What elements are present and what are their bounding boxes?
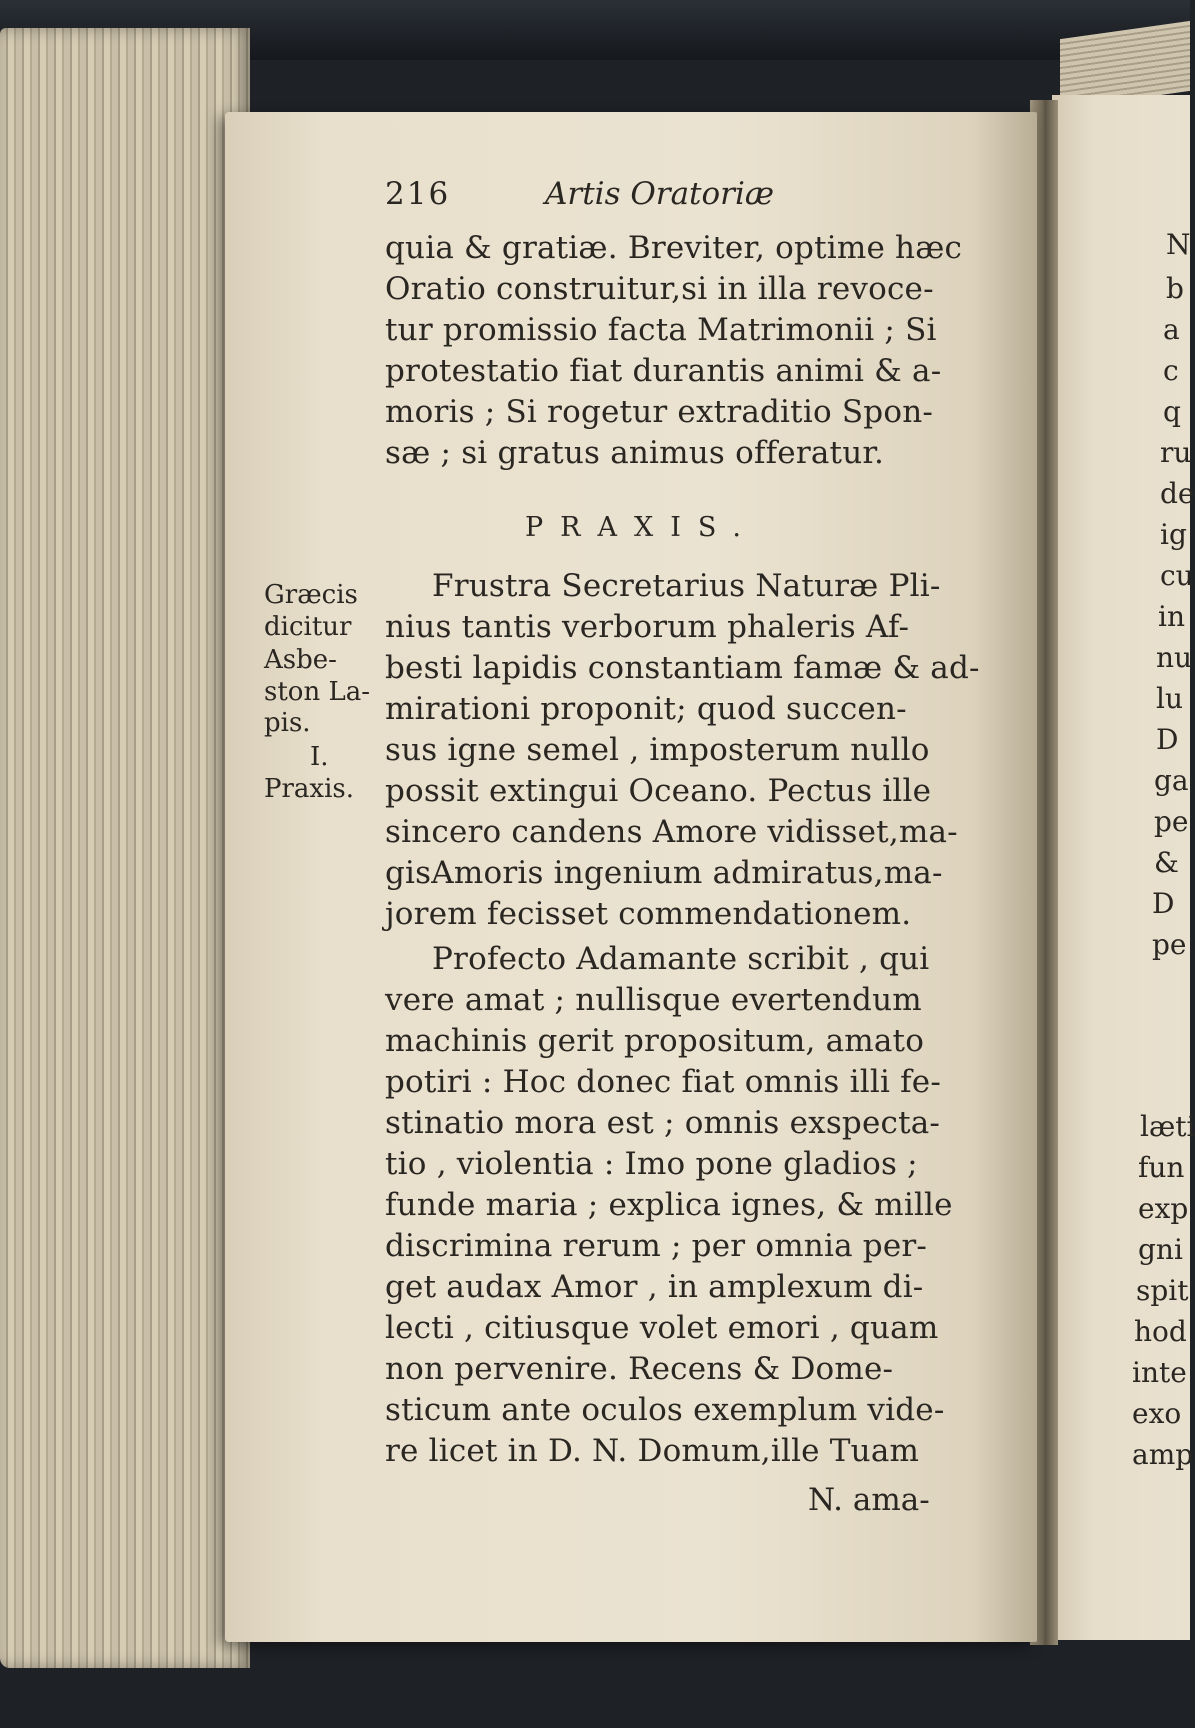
margin-note: dicitur (264, 612, 352, 642)
running-title: Artis Oratoriæ (545, 176, 775, 212)
text-line: Frustra Secretarius Naturæ Pli- (432, 568, 941, 604)
text-line: stinatio mora est ; omnis exspecta- (385, 1105, 941, 1141)
text-line: nius tantis verborum phaleris Af- (385, 609, 910, 645)
fragment: læti (1140, 1110, 1195, 1143)
fragment: pe (1152, 928, 1187, 961)
text-line: Oratio construitur,si in illa revoce- (385, 271, 934, 307)
margin-note: Praxis. (264, 774, 355, 804)
fragment: D (1152, 887, 1175, 920)
fragment: D (1156, 723, 1179, 756)
fragment: spit (1136, 1274, 1189, 1307)
margin-note: Græcis (264, 580, 358, 610)
text-line: mirationi proponit; quod succen- (385, 691, 907, 727)
text-line: sincero candens Amore vidisset,ma- (385, 814, 958, 850)
fragment: q (1163, 395, 1181, 428)
fragment: ga (1154, 764, 1189, 797)
fragment: pe (1154, 805, 1189, 838)
text-line: sæ ; si gratus animus offeratur. (385, 435, 885, 471)
fragment: fun (1138, 1151, 1185, 1184)
text-line: jorem fecisset commendationem. (385, 896, 912, 932)
fragment: ig (1160, 518, 1187, 551)
fragment: gni (1138, 1233, 1183, 1266)
margin-note: ston La- (264, 677, 371, 707)
text-line: possit extingui Oceano. Pectus ille (385, 773, 932, 809)
page-header (385, 176, 905, 216)
text-line: moris ; Si rogetur extraditio Spon- (385, 394, 934, 430)
text-line: sus igne semel , imposterum nullo (385, 732, 930, 768)
fragment: inte (1132, 1356, 1187, 1389)
fragment: exo (1132, 1397, 1182, 1430)
text-line: Profecto Adamante scribit , qui (432, 941, 930, 977)
text-line: machinis gerit propositum, amato (385, 1023, 925, 1059)
fragment: amp (1132, 1438, 1194, 1471)
margin-note: Asbe- (264, 645, 337, 675)
text-line: discrimina rerum ; per omnia per- (385, 1228, 928, 1264)
fragment: ru (1160, 436, 1192, 469)
text-line: gisAmoris ingenium admiratus,ma- (385, 855, 943, 891)
text-line: protestatio fiat durantis animi & a- (385, 353, 942, 389)
text-line: lecti , citiusque volet emori , quam (385, 1310, 939, 1346)
fragment: hod (1134, 1315, 1187, 1348)
fragment: b (1166, 272, 1184, 305)
margin-note: pis. (264, 708, 311, 738)
catchword: N. ama- (808, 1482, 930, 1518)
text-line: re licet in D. N. Domum,ille Tuam (385, 1433, 920, 1469)
text-line: quia & gratiæ. Breviter, optime hæc (385, 230, 963, 266)
page-edges-left (0, 28, 250, 1668)
text-line: sticum ante oculos exemplum vide- (385, 1392, 945, 1428)
fragment: N (1166, 228, 1191, 261)
fragment: a (1163, 313, 1180, 346)
fragment: nu (1156, 641, 1193, 674)
section-heading: PRAXIS. (525, 512, 758, 543)
text-line: tio , violentia : Imo pone gladios ; (385, 1146, 918, 1182)
fragment: c (1163, 354, 1179, 387)
text-line: get audax Amor , in amplexum di- (385, 1269, 924, 1305)
text-line: non pervenire. Recens & Dome- (385, 1351, 894, 1387)
fragment: exp (1138, 1192, 1189, 1225)
fragment: & (1154, 846, 1179, 879)
margin-note: I. (310, 742, 329, 772)
fragment: cu (1160, 559, 1194, 592)
text-line: besti lapidis constantiam famæ & ad- (385, 650, 980, 686)
page-number: 216 (385, 176, 451, 212)
text-line: vere amat ; nullisque evertendum (385, 982, 922, 1018)
text-line: potiri : Hoc donec fiat omnis illi fe- (385, 1064, 942, 1100)
fragment: in (1158, 600, 1185, 633)
text-line: tur promissio facta Matrimonii ; Si (385, 312, 937, 348)
fragment: de (1160, 477, 1195, 510)
fragment: lu (1156, 682, 1183, 715)
text-line: funde maria ; explica ignes, & mille (385, 1187, 953, 1223)
